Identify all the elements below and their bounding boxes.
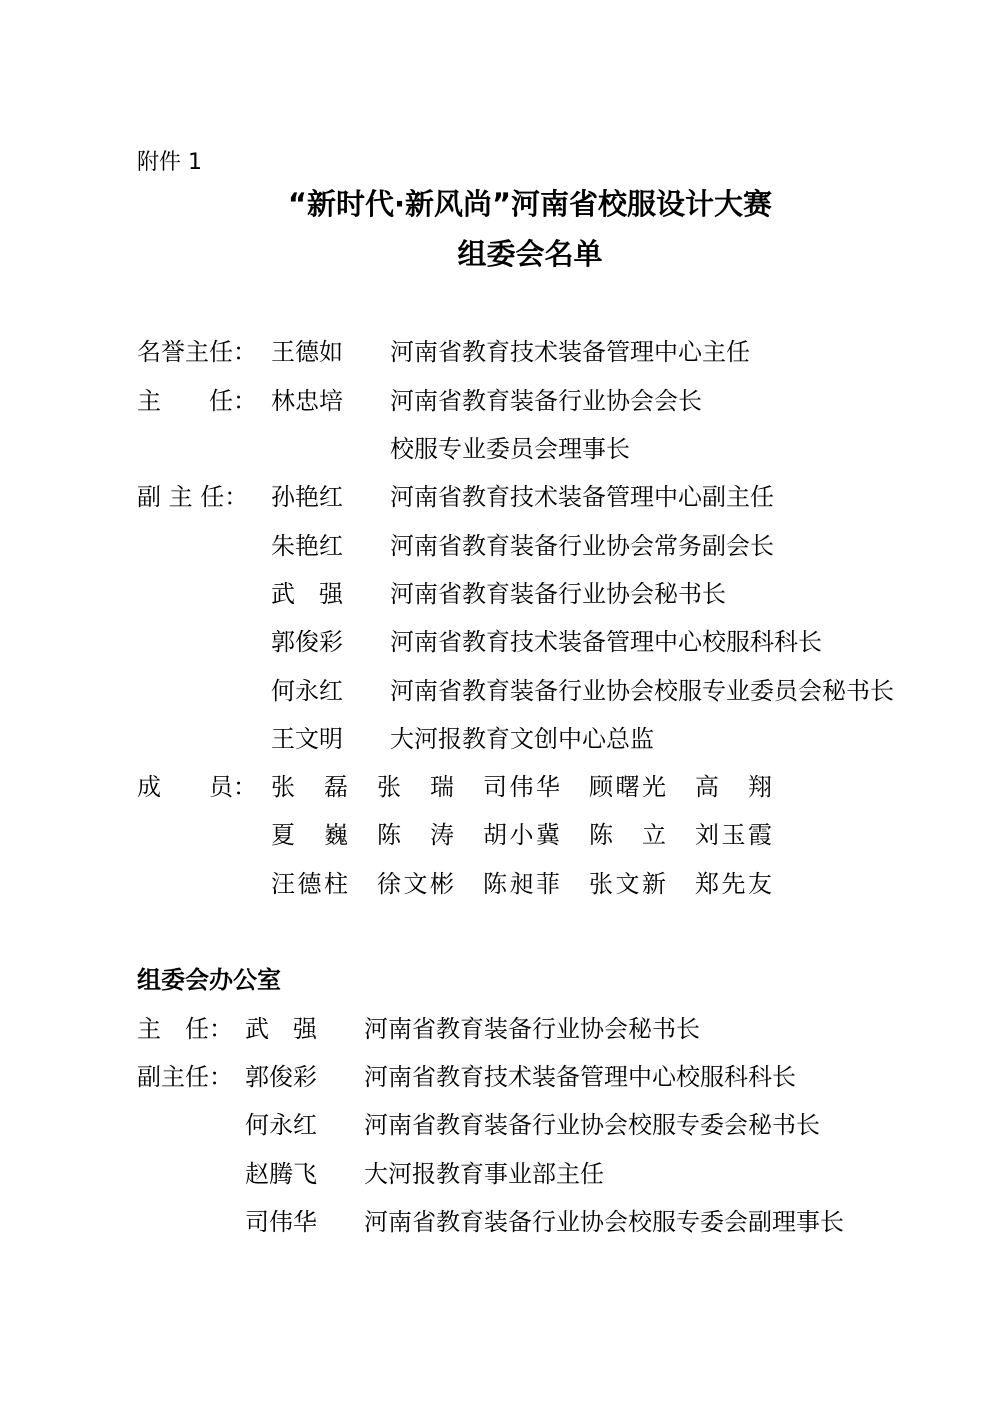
org-office-deputy: 河南省教育装备行业协会校服专委会秘书长: [364, 1111, 820, 1139]
member-name: 司伟华: [483, 773, 560, 801]
document-subtitle: 组委会名单: [457, 237, 603, 271]
member-name: 郑先友: [695, 870, 772, 898]
office-heading: 组委会办公室: [137, 966, 281, 994]
member-name: 陈 立: [589, 821, 666, 849]
member-name: 夏 巍: [271, 821, 348, 849]
document-title: “新时代·新风尚”河南省校服设计大赛: [287, 187, 773, 221]
org-office-director: 河南省教育装备行业协会秘书长: [364, 1015, 700, 1043]
member-name: 刘玉霞: [695, 821, 772, 849]
member-name: 陈昶菲: [483, 870, 560, 898]
role-director: 主 任：: [137, 387, 257, 415]
name-deputy-director: 王文明: [271, 725, 343, 753]
name-office-deputy: 赵腾飞: [245, 1160, 317, 1188]
role-office-deputy: 副主任：: [137, 1063, 233, 1091]
member-name: 汪德柱: [271, 870, 348, 898]
role-honorary-director: 名誉主任：: [137, 338, 257, 366]
org-deputy-director: 河南省教育技术装备管理中心校服科科长: [390, 628, 822, 656]
attachment-label: 附件 1: [137, 150, 202, 175]
org-deputy-director: 河南省教育装备行业协会校服专业委员会秘书长: [390, 677, 894, 705]
org-deputy-director: 大河报教育文创中心总监: [390, 725, 654, 753]
name-office-deputy: 郭俊彩: [245, 1063, 317, 1091]
name-honorary-director: 王德如: [271, 338, 343, 366]
name-office-director: 武 强: [245, 1015, 317, 1043]
org-deputy-director: 河南省教育装备行业协会常务副会长: [390, 532, 774, 560]
role-members: 成 员：: [137, 773, 257, 801]
member-name: 陈 涛: [377, 821, 454, 849]
org-office-deputy: 河南省教育技术装备管理中心校服科科长: [364, 1063, 796, 1091]
name-deputy-director: 武 强: [271, 580, 343, 608]
org-director-line2: 校服专业委员会理事长: [390, 435, 630, 463]
org-director: 河南省教育装备行业协会会长: [390, 387, 702, 415]
member-name: 高 翔: [695, 773, 772, 801]
member-row: [271, 823, 801, 847]
member-name: 胡小冀: [483, 821, 560, 849]
member-name: 张 磊: [271, 773, 348, 801]
name-deputy-director: 朱艳红: [271, 532, 343, 560]
org-deputy-director: 河南省教育装备行业协会秘书长: [390, 580, 726, 608]
name-deputy-director: 孙艳红: [271, 483, 343, 511]
role-office-director: 主 任：: [137, 1015, 233, 1043]
member-row: [271, 872, 801, 896]
member-name: 顾曙光: [589, 773, 666, 801]
org-office-deputy: 大河报教育事业部主任: [364, 1160, 604, 1188]
name-office-deputy: 何永红: [245, 1111, 317, 1139]
name-deputy-director: 何永红: [271, 677, 343, 705]
name-office-deputy: 司伟华: [245, 1208, 317, 1236]
org-deputy-director: 河南省教育技术装备管理中心副主任: [390, 483, 774, 511]
member-name: 张 瑞: [377, 773, 454, 801]
name-deputy-director: 郭俊彩: [271, 628, 343, 656]
member-name: 张文新: [589, 870, 666, 898]
member-row: [271, 775, 801, 799]
org-office-deputy: 河南省教育装备行业协会校服专委会副理事长: [364, 1208, 844, 1236]
member-name: 徐文彬: [377, 870, 454, 898]
name-director: 林忠培: [271, 387, 343, 415]
org-honorary-director: 河南省教育技术装备管理中心主任: [390, 338, 750, 366]
role-deputy-director: 副 主 任：: [137, 483, 249, 511]
